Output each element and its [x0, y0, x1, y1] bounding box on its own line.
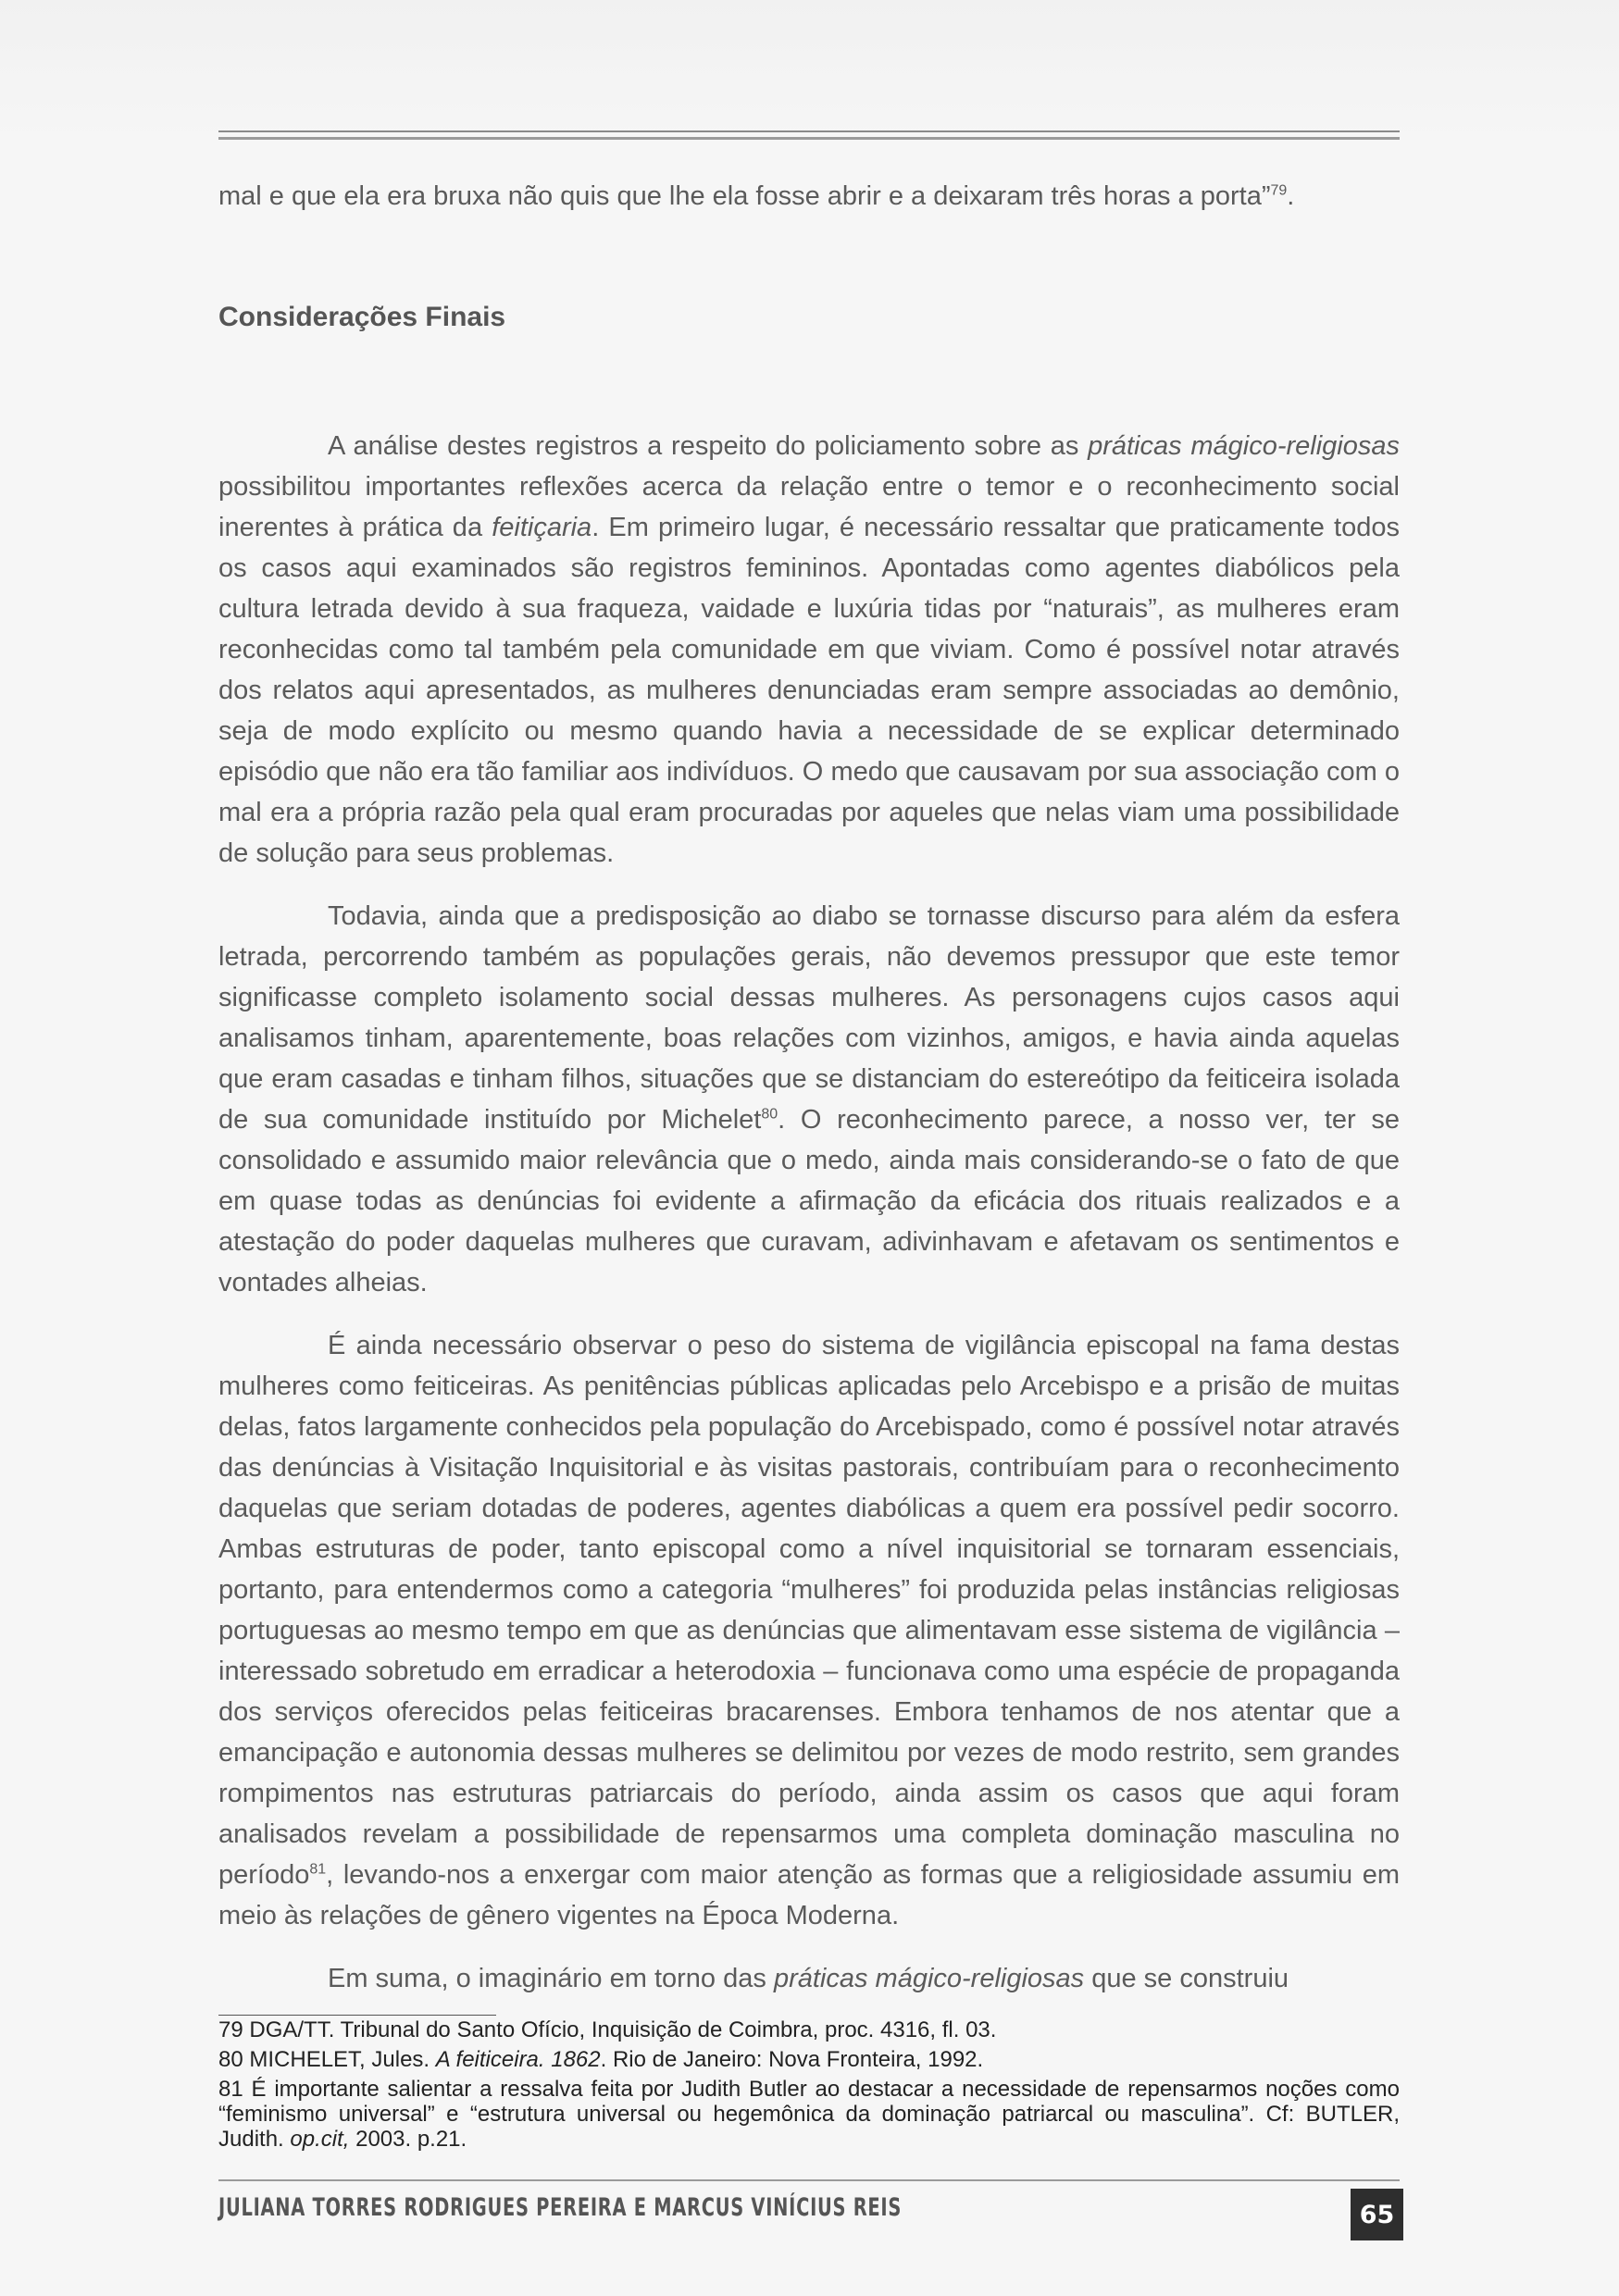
- p2-text-a: Todavia, ainda que a predisposição ao diabo se tornasse discurso para além da esfera letrada, percorrendo também as populações gerais, não devemos pressupor que este temor significasse completo isolamento social dessas mulheres. As personagens cujos casos aqui analisamos tinham, aparentemente, boas relações com vizinhos, amigos, e havia ainda aquelas que eram casadas e tinham filhos, situações que se distanciam do estereótipo da feiticeira isolada de sua comunidade instituído por Michelet: [218, 901, 1400, 1135]
- p4-emphasis-a: práticas mágico-religiosas: [773, 1964, 1085, 1993]
- p3-text-b: , levando-nos a enxergar com maior atenção as formas que a religiosidade assumiu em meio às relações de gênero vigentes na Época Moderna.: [218, 1860, 1400, 1930]
- fn81-text-a: 81 É importante salientar a ressalva feita por Judith Butler ao destacar a necessidade de repensarmos noções como “feminismo universal” e “estrutura universal ou hegemônica da dominação patriarcal ou masculina”. Cf: BUTLER, Judith.: [218, 2077, 1400, 2152]
- p1-text-c: . Em primeiro lugar, é necessário ressaltar que praticamente todos os casos aqui examinados são registros femininos. Apontadas como agentes diabólicos pela cultura letrada devido à sua fraqueza, vaidade e luxúria tidas por “naturais”, as mulheres eram reconhecidas como tal também pela comunidade em que viviam. Como é possível notar através dos relatos aqui apresentados, as mulheres denunciadas eram sempre associadas ao demônio, seja de modo explícito ou mesmo quando havia a necessidade de se explicar determinado episódio que não era tão familiar aos indivíduos. O medo que causavam por sua associação com o mal era a própria razão pela qual eram procuradas por aqueles que nelas viam uma possibilidade de solução para seus problemas.: [218, 513, 1400, 868]
- body-text: [218, 426, 1400, 1999]
- footnote-ref-80[interactable]: 80: [761, 1106, 778, 1123]
- page-number: 65: [1351, 2189, 1403, 2240]
- p1-emphasis-b: feitiçaria: [492, 513, 592, 542]
- paragraph-1: [218, 426, 1400, 874]
- footnotes: [218, 2017, 1400, 2156]
- p1-emphasis-a: práticas mágico-religiosas: [1088, 431, 1400, 461]
- footnote-ref-81[interactable]: 81: [309, 1861, 327, 1878]
- p1-text-a: A análise destes registros a respeito do policiamento sobre as: [328, 431, 1089, 461]
- footnote-79: 79 DGA/TT. Tribunal do Santo Ofício, Inquisição de Coimbra, proc. 4316, fl. 03.: [218, 2017, 997, 2042]
- footnote-ref-79[interactable]: 79: [1270, 182, 1288, 199]
- footer-authors: JULIANA TORRES RODRIGUES PEREIRA E MARCUS VINÍCIUS REIS: [218, 2193, 903, 2222]
- intro-line-text: mal e que ela era bruxa não quis que lhe ela fosse abrir e a deixaram três horas a porta”: [218, 181, 1271, 211]
- paragraph-2: [218, 896, 1400, 1303]
- paragraph-4: [218, 1958, 1400, 1999]
- header-rule-top: [218, 130, 1400, 132]
- footnote-81: [218, 2077, 1400, 2152]
- footnote-80: [218, 2047, 1400, 2072]
- p3-text-a: É ainda necessário observar o peso do sistema de vigilância episcopal na fama destas mulheres como feiticeiras. As penitências públicas aplicadas pelo Arcebispo e a prisão de muitas delas, fatos largamente conhecidos pela população do Arcebispado, como é possível notar através das denúncias à Visitação Inquisitorial e às visitas pastorais, contribuíam para o reconhecimento daquelas que seriam dotadas de poderes, agentes diabólicas a quem era possível pedir socorro. Ambas estruturas de poder, tanto episcopal como a nível inquisitorial se tornaram essenciais, portanto, para entendermos como a categoria “mulheres” foi produzida pelas instâncias religiosas portuguesas ao mesmo tempo em que as denúncias que alimentavam esse sistema de vigilância – interessado sobretudo em erradicar a heterodoxia – funcionava como uma espécie de propaganda dos serviços oferecidos pelas feiticeiras bracarenses. Embora tenhamos de nos atentar que a emancipação e autonomia dessas mulheres se delimitou por vezes de modo restrito, sem grandes rompimentos nas estruturas patriarcais do período, ainda assim os casos que aqui foram analisados revelam a possibilidade de repensarmos uma completa dominação masculina no período: [218, 1331, 1400, 1890]
- p4-text-b: que se construiu: [1084, 1964, 1289, 1993]
- footnote-separator: [218, 2015, 496, 2016]
- header-rule-bottom: [218, 137, 1400, 140]
- p1-text-b: possibilitou importantes reflexões acerca da relação entre o temor e o reconhecimento social inerentes à prática da: [218, 472, 1400, 542]
- intro-line-end: .: [1287, 181, 1295, 211]
- p4-text-a: Em suma, o imaginário em torno das: [328, 1964, 774, 1993]
- fn81-emphasis: op.cit,: [290, 2127, 350, 2152]
- p2-text-b: . O reconhecimento parece, a nosso ver, ter se consolidado e assumido maior relevância que o medo, ainda mais considerando-se o fato de que em quase todas as denúncias foi evidente a afirmação da eficácia dos rituais realizados e a atestação do poder daquelas mulheres que curavam, adivinhavam e afetavam os sentimentos e vontades alheias.: [218, 1105, 1400, 1297]
- fn80-text-b: . Rio de Janeiro: Nova Fronteira, 1992.: [600, 2047, 984, 2072]
- intro-line: [218, 176, 1400, 217]
- fn80-text-a: 80 MICHELET, Jules.: [218, 2047, 436, 2072]
- fn80-emphasis: A feiticeira. 1862: [435, 2047, 601, 2072]
- fn81-text-b: 2003. p.21.: [349, 2127, 467, 2152]
- paragraph-3: [218, 1325, 1400, 1936]
- section-title: Considerações Finais: [218, 302, 506, 332]
- footer-rule: [218, 2179, 1400, 2181]
